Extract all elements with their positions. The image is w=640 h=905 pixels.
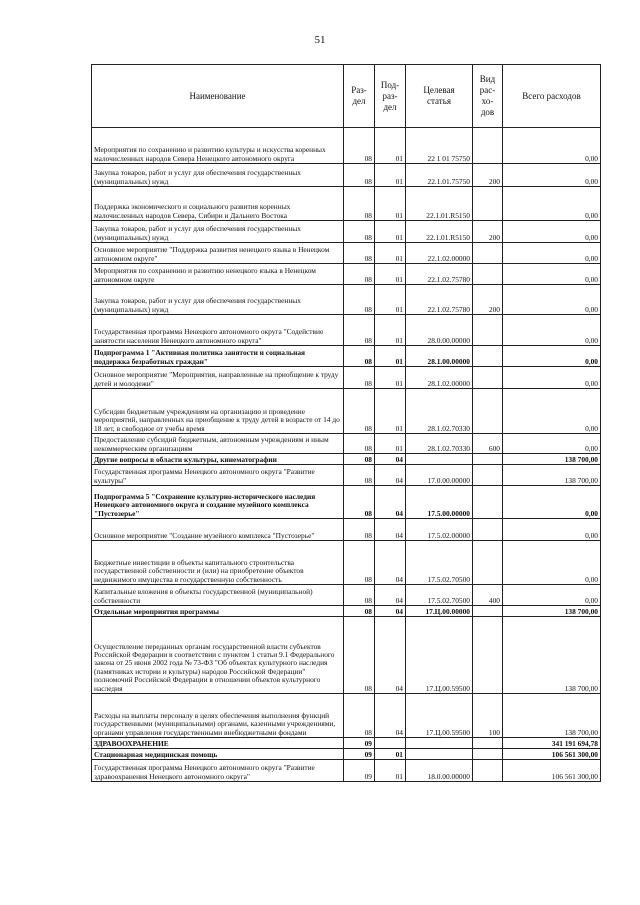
row-subsection-cell: 01 bbox=[375, 164, 406, 187]
row-name-cell: Расходы на выплаты персоналу в целях обеспечения выполнения функций государственными (муниципальными) органами, казенными учреждениями, органами управления государственными внебюджетными фондами bbox=[92, 694, 344, 738]
table-row bbox=[92, 315, 601, 346]
row-subsection-cell: 04 bbox=[375, 606, 406, 617]
row-name-cell: Предоставление субсидий бюджетным, автономным учреждениям и иным некоммерческим организациям bbox=[92, 434, 344, 454]
row-section-cell: 08 bbox=[344, 486, 375, 519]
row-name-cell: Основное мероприятие "Создание музейного комплекса "Пустозерье" bbox=[92, 519, 344, 541]
row-amount-cell: 0,00 bbox=[503, 315, 601, 346]
table-header-row bbox=[92, 65, 601, 128]
row-name-cell: Закупка товаров, работ и услуг для обеспечения государственных (муниципальных) нужд bbox=[92, 221, 344, 243]
row-amount-cell: 341 191 694,78 bbox=[503, 738, 601, 749]
row-amount-cell: 138 700,00 bbox=[503, 465, 601, 486]
row-article-cell: 17.Ц.00.59500 bbox=[406, 694, 473, 738]
row-amount-cell: 0,00 bbox=[503, 585, 601, 606]
header-target-article: Целевая статья bbox=[406, 65, 473, 128]
row-section-cell: 08 bbox=[344, 585, 375, 606]
row-section-cell: 08 bbox=[344, 243, 375, 264]
row-expense-type-cell bbox=[473, 243, 503, 264]
row-section-cell: 08 bbox=[344, 519, 375, 541]
row-subsection-cell: 04 bbox=[375, 486, 406, 519]
row-expense-type-cell bbox=[473, 519, 503, 541]
row-name-cell: Отдельные мероприятия программы bbox=[92, 606, 344, 617]
row-name-cell: Бюджетные инвестиции в объекты капитального строительства государственной собственности и (или) на приобретение объектов недвижимого имущества в государственную собственность bbox=[92, 541, 344, 585]
table-row bbox=[92, 519, 601, 541]
row-name-cell: Подпрограмма 5 "Сохранение культурно-исторического наследия Ненецкого автономного округа и создание музейного комплекса "Пустозерье" bbox=[92, 486, 344, 519]
row-article-cell: 22.1.01.R5150 bbox=[406, 187, 473, 221]
row-article-cell: 17.Ц.00.59500 bbox=[406, 617, 473, 694]
row-name-cell: Субсидии бюджетным учреждениям на организацию и проведение мероприятий, направленных на приобщение к труду детей в возрасте от 14 до 18 лет, в свободное от учебы время bbox=[92, 389, 344, 434]
header-subsection: Под- раз- дел bbox=[375, 65, 406, 128]
table-row bbox=[92, 617, 601, 694]
row-section-cell: 08 bbox=[344, 541, 375, 585]
table-row bbox=[92, 749, 601, 760]
table-row bbox=[92, 454, 601, 465]
table-row bbox=[92, 389, 601, 434]
row-amount-cell: 0,00 bbox=[503, 128, 601, 164]
row-article-cell: 17.5.02.00000 bbox=[406, 519, 473, 541]
table-row bbox=[92, 264, 601, 285]
row-article-cell: 22 1 01 75750 bbox=[406, 128, 473, 164]
table-row bbox=[92, 465, 601, 486]
row-expense-type-cell: 200 bbox=[473, 164, 503, 187]
row-subsection-cell: 01 bbox=[375, 389, 406, 434]
row-article-cell: 22.1.02.75780 bbox=[406, 264, 473, 285]
row-expense-type-cell bbox=[473, 128, 503, 164]
row-section-cell: 08 bbox=[344, 264, 375, 285]
row-name-cell: Государственная программа Ненецкого автономного округа "Содействие занятости населения Ненецкого автономного округа" bbox=[92, 315, 344, 346]
row-amount-cell: 0,00 bbox=[503, 519, 601, 541]
row-amount-cell: 0,00 bbox=[503, 389, 601, 434]
header-expense-type: Вид рас- хо- дов bbox=[473, 65, 503, 128]
row-amount-cell: 0,00 bbox=[503, 285, 601, 315]
table-row bbox=[92, 285, 601, 315]
row-article-cell: 22.1.02.75780 bbox=[406, 285, 473, 315]
row-section-cell: 08 bbox=[344, 389, 375, 434]
row-subsection-cell bbox=[375, 738, 406, 749]
row-expense-type-cell: 600 bbox=[473, 434, 503, 454]
header-total-expenses: Всего расходов bbox=[503, 65, 601, 128]
row-expense-type-cell bbox=[473, 749, 503, 760]
row-expense-type-cell: 200 bbox=[473, 221, 503, 243]
row-name-cell: ЗДРАВООХРАНЕНИЕ bbox=[92, 738, 344, 749]
row-section-cell: 09 bbox=[344, 760, 375, 782]
row-section-cell: 08 bbox=[344, 606, 375, 617]
row-amount-cell: 0,00 bbox=[503, 187, 601, 221]
row-expense-type-cell bbox=[473, 367, 503, 389]
row-section-cell: 08 bbox=[344, 164, 375, 187]
row-expense-type-cell bbox=[473, 486, 503, 519]
row-amount-cell: 138 700,00 bbox=[503, 617, 601, 694]
row-expense-type-cell bbox=[473, 315, 503, 346]
row-amount-cell: 0,00 bbox=[503, 367, 601, 389]
table-row bbox=[92, 585, 601, 606]
row-expense-type-cell bbox=[473, 606, 503, 617]
row-article-cell: 28.1.02.70330 bbox=[406, 434, 473, 454]
row-name-cell: Государственная программа Ненецкого автономного округа "Развитие культуры" bbox=[92, 465, 344, 486]
row-name-cell: Мероприятия по сохранению и развитию ненецкого языка в Ненецком автономном округе bbox=[92, 264, 344, 285]
table-row bbox=[92, 434, 601, 454]
row-expense-type-cell bbox=[473, 389, 503, 434]
row-article-cell: 17.5.02.70500 bbox=[406, 541, 473, 585]
row-subsection-cell: 04 bbox=[375, 519, 406, 541]
row-amount-cell: 0,00 bbox=[503, 164, 601, 187]
row-article-cell: 17.5.02.70500 bbox=[406, 585, 473, 606]
row-subsection-cell: 01 bbox=[375, 128, 406, 164]
row-subsection-cell: 04 bbox=[375, 694, 406, 738]
row-article-cell: 28.1.02.00000 bbox=[406, 367, 473, 389]
row-expense-type-cell bbox=[473, 760, 503, 782]
row-name-cell: Подпрограмма 1 "Активная политика занятости и социальная поддержка безработных граждан" bbox=[92, 346, 344, 367]
table-row bbox=[92, 346, 601, 367]
row-expense-type-cell bbox=[473, 465, 503, 486]
row-section-cell: 08 bbox=[344, 315, 375, 346]
row-subsection-cell: 01 bbox=[375, 367, 406, 389]
row-section-cell: 08 bbox=[344, 465, 375, 486]
header-section: Раз- дел bbox=[344, 65, 375, 128]
table-row bbox=[92, 694, 601, 738]
row-amount-cell: 0,00 bbox=[503, 221, 601, 243]
row-article-cell: 22.1.02.00000 bbox=[406, 243, 473, 264]
row-subsection-cell: 04 bbox=[375, 585, 406, 606]
row-article-cell bbox=[406, 738, 473, 749]
row-name-cell: Основное мероприятие "Мероприятия, направленные на приобщение к труду детей и молодежи" bbox=[92, 367, 344, 389]
row-subsection-cell: 04 bbox=[375, 617, 406, 694]
row-expense-type-cell bbox=[473, 617, 503, 694]
row-section-cell: 08 bbox=[344, 617, 375, 694]
row-expense-type-cell: 200 bbox=[473, 285, 503, 315]
row-name-cell: Закупка товаров, работ и услуг для обеспечения государственных (муниципальных) нужд bbox=[92, 285, 344, 315]
row-name-cell: Основное мероприятие "Поддержка развития ненецкого языка в Ненецком автономном округе" bbox=[92, 243, 344, 264]
row-amount-cell: 0,00 bbox=[503, 346, 601, 367]
row-amount-cell: 0,00 bbox=[503, 541, 601, 585]
row-article-cell: 22.1.01.75750 bbox=[406, 164, 473, 187]
row-amount-cell: 106 561 300,00 bbox=[503, 760, 601, 782]
row-section-cell: 09 bbox=[344, 738, 375, 749]
row-expense-type-cell bbox=[473, 264, 503, 285]
row-article-cell bbox=[406, 749, 473, 760]
row-amount-cell: 138 700,00 bbox=[503, 606, 601, 617]
row-amount-cell: 138 700,00 bbox=[503, 694, 601, 738]
row-article-cell bbox=[406, 454, 473, 465]
row-article-cell: 28.0.00.00000 bbox=[406, 315, 473, 346]
table-row bbox=[92, 486, 601, 519]
row-subsection-cell: 04 bbox=[375, 454, 406, 465]
row-subsection-cell: 04 bbox=[375, 465, 406, 486]
row-subsection-cell: 01 bbox=[375, 749, 406, 760]
row-amount-cell: 0,00 bbox=[503, 264, 601, 285]
row-name-cell: Стационарная медицинская помощь bbox=[92, 749, 344, 760]
row-name-cell: Другие вопросы в области культуры, кинематографии bbox=[92, 454, 344, 465]
page-number: 51 bbox=[314, 34, 326, 46]
row-subsection-cell: 01 bbox=[375, 346, 406, 367]
row-article-cell: 17.5.00.00000 bbox=[406, 486, 473, 519]
row-name-cell: Государственная программа Ненецкого автономного округа "Развитие здравоохранения Ненецкого автономного округа" bbox=[92, 760, 344, 782]
row-section-cell: 08 bbox=[344, 434, 375, 454]
row-subsection-cell: 01 bbox=[375, 434, 406, 454]
budget-table bbox=[91, 64, 601, 782]
row-article-cell: 17.0.00.00000 bbox=[406, 465, 473, 486]
row-subsection-cell: 01 bbox=[375, 264, 406, 285]
row-expense-type-cell: 100 bbox=[473, 694, 503, 738]
row-subsection-cell: 01 bbox=[375, 221, 406, 243]
row-section-cell: 08 bbox=[344, 367, 375, 389]
row-name-cell: Осуществление переданных органам государственной власти субъектов Российской Федерации в соответствии с пунктом 1 статьи 9.1 Федерального закона от 25 июня 2002 года № 73-ФЗ "Об объектах культурного наследия (памятниках истории и культуры) народов Российской Федерации" полномочий Российской Федерации в отношении объектов культурного наследия bbox=[92, 617, 344, 694]
row-section-cell: 08 bbox=[344, 221, 375, 243]
row-subsection-cell: 04 bbox=[375, 541, 406, 585]
row-name-cell: Мероприятия по сохранению и развитию культуры и искусства коренных малочисленных народов Севера Ненецкого автономного округа bbox=[92, 128, 344, 164]
header-name: Наименование bbox=[92, 65, 344, 128]
table-row bbox=[92, 541, 601, 585]
row-section-cell: 09 bbox=[344, 749, 375, 760]
row-section-cell: 08 bbox=[344, 128, 375, 164]
row-amount-cell: 0,00 bbox=[503, 486, 601, 519]
row-amount-cell: 0,00 bbox=[503, 434, 601, 454]
row-amount-cell: 0,00 bbox=[503, 243, 601, 264]
row-expense-type-cell: 400 bbox=[473, 585, 503, 606]
row-subsection-cell: 01 bbox=[375, 760, 406, 782]
row-section-cell: 08 bbox=[344, 285, 375, 315]
row-subsection-cell: 01 bbox=[375, 243, 406, 264]
table-row bbox=[92, 187, 601, 221]
table-row bbox=[92, 760, 601, 782]
row-amount-cell: 138 700,00 bbox=[503, 454, 601, 465]
table-row bbox=[92, 606, 601, 617]
row-section-cell: 08 bbox=[344, 346, 375, 367]
table-row bbox=[92, 243, 601, 264]
row-expense-type-cell bbox=[473, 454, 503, 465]
row-expense-type-cell bbox=[473, 738, 503, 749]
row-expense-type-cell bbox=[473, 346, 503, 367]
row-expense-type-cell bbox=[473, 541, 503, 585]
row-article-cell: 18.0.00.00000 bbox=[406, 760, 473, 782]
row-name-cell: Капитальные вложения в объекты государственной (муниципальной) собственности bbox=[92, 585, 344, 606]
row-article-cell: 28.1.02.70330 bbox=[406, 389, 473, 434]
row-article-cell: 22.1.01.R5150 bbox=[406, 221, 473, 243]
table-row bbox=[92, 367, 601, 389]
row-article-cell: 17.Ц.00.00000 bbox=[406, 606, 473, 617]
row-amount-cell: 106 561 300,00 bbox=[503, 749, 601, 760]
row-subsection-cell: 01 bbox=[375, 315, 406, 346]
row-expense-type-cell bbox=[473, 187, 503, 221]
row-article-cell: 28.1.00.00000 bbox=[406, 346, 473, 367]
table-row bbox=[92, 221, 601, 243]
row-section-cell: 08 bbox=[344, 694, 375, 738]
row-name-cell: Поддержка экономического и социального развития коренных малочисленных народов Севера, Сибири и Дальнего Востока bbox=[92, 187, 344, 221]
row-subsection-cell: 01 bbox=[375, 187, 406, 221]
row-name-cell: Закупка товаров, работ и услуг для обеспечения государственных (муниципальных) нужд bbox=[92, 164, 344, 187]
row-section-cell: 08 bbox=[344, 187, 375, 221]
row-subsection-cell: 01 bbox=[375, 285, 406, 315]
row-section-cell: 08 bbox=[344, 454, 375, 465]
table-row bbox=[92, 738, 601, 749]
table-row bbox=[92, 164, 601, 187]
table-row bbox=[92, 128, 601, 164]
